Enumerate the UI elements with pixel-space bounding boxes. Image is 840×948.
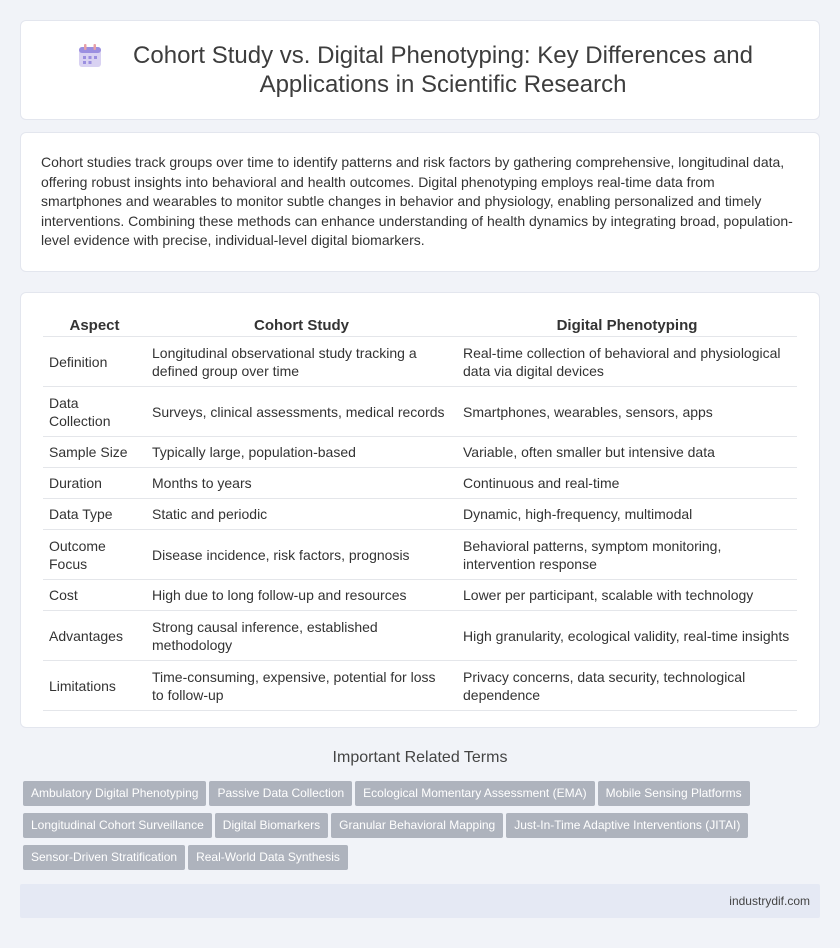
row-aspect: Outcome Focus (43, 530, 146, 580)
title-card (20, 20, 820, 120)
row-digital: Behavioral patterns, symptom monitoring, intervention response (457, 530, 797, 580)
row-aspect: Data Type (43, 499, 146, 530)
page-title: Cohort Study vs. Digital Phenotyping: Key Differences and Applications in Scientific Research (133, 42, 753, 98)
row-aspect: Advantages (43, 611, 146, 661)
row-digital: Continuous and real-time (457, 468, 797, 499)
intro-text: Cohort studies track groups over time to identify patterns and risk factors by gathering comprehensive, longitudinal data, offering robust insights into behavioral and health outcomes. Digital phenotyping employs real-time data from smartphones and wearables to monitor subtle changes in behavior and physiology, enabling personalized and timely interventions. Combining these methods can enhance understanding of health dynamics by integrating broad, population-level evidence with precise, individual-level digital biomarkers. (41, 154, 793, 248)
term-tag[interactable]: Passive Data Collection (209, 781, 352, 806)
row-cohort: Strong causal inference, established methodology (146, 611, 457, 661)
row-aspect: Limitations (43, 661, 146, 711)
table-row (43, 580, 797, 611)
table-row (43, 530, 797, 580)
comparison-table (43, 313, 797, 711)
row-aspect: Sample Size (43, 437, 146, 468)
row-cohort: Static and periodic (146, 499, 457, 530)
term-tag[interactable]: Ecological Momentary Assessment (EMA) (355, 781, 594, 806)
row-aspect: Cost (43, 580, 146, 611)
related-terms-title: Important Related Terms (332, 749, 508, 766)
row-cohort: Months to years (146, 468, 457, 499)
row-cohort: High due to long follow-up and resources (146, 580, 457, 611)
header-cohort: Cohort Study (146, 313, 457, 337)
row-cohort: Time-consuming, expensive, potential for loss to follow-up (146, 661, 457, 711)
table-row (43, 387, 797, 437)
row-digital: Lower per participant, scalable with technology (457, 580, 797, 611)
table-row (43, 499, 797, 530)
row-digital: Variable, often smaller but intensive data (457, 437, 797, 468)
table-row (43, 437, 797, 468)
header-aspect: Aspect (43, 313, 146, 337)
term-tag[interactable]: Ambulatory Digital Phenotyping (23, 781, 206, 806)
table-row (43, 611, 797, 661)
term-tag[interactable]: Just-In-Time Adaptive Interventions (JITAI) (506, 813, 748, 838)
row-digital: Real-time collection of behavioral and physiological data via digital devices (457, 337, 797, 387)
row-aspect: Data Collection (43, 387, 146, 437)
row-digital: Dynamic, high-frequency, multimodal (457, 499, 797, 530)
term-tag[interactable]: Real-World Data Synthesis (188, 845, 348, 870)
term-tag[interactable]: Longitudinal Cohort Surveillance (23, 813, 212, 838)
row-cohort: Disease incidence, risk factors, prognosis (146, 530, 457, 580)
table-row (43, 468, 797, 499)
table-header-row (43, 313, 797, 337)
row-digital: Smartphones, wearables, sensors, apps (457, 387, 797, 437)
title-wrap (77, 41, 763, 99)
row-digital: High granularity, ecological validity, real-time insights (457, 611, 797, 661)
intro-card (20, 132, 820, 272)
footer (20, 884, 820, 918)
row-digital: Privacy concerns, data security, technological dependence (457, 661, 797, 711)
term-tag[interactable]: Sensor-Driven Stratification (23, 845, 185, 870)
row-aspect: Duration (43, 468, 146, 499)
term-tag[interactable]: Mobile Sensing Platforms (598, 781, 750, 806)
table-row (43, 337, 797, 387)
term-tag[interactable]: Digital Biomarkers (215, 813, 328, 838)
row-cohort: Surveys, clinical assessments, medical records (146, 387, 457, 437)
table-row (43, 661, 797, 711)
related-terms-list (23, 781, 823, 877)
header-digital: Digital Phenotyping (457, 313, 797, 337)
comparison-table-card (20, 292, 820, 728)
row-cohort: Longitudinal observational study tracking a defined group over time (146, 337, 457, 387)
row-aspect: Definition (43, 337, 146, 387)
term-tag[interactable]: Granular Behavioral Mapping (331, 813, 503, 838)
footer-site[interactable]: industrydif.com (729, 894, 810, 908)
row-cohort: Typically large, population-based (146, 437, 457, 468)
calendar-icon (77, 43, 103, 69)
